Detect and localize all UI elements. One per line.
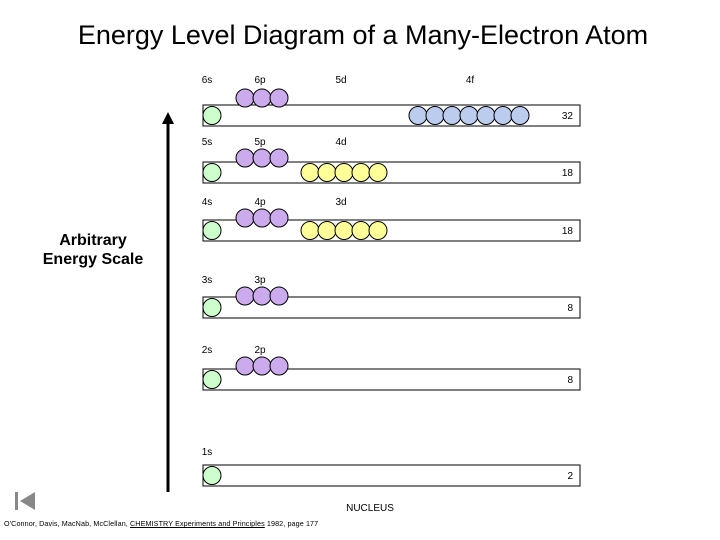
orbital-4f-5 — [477, 107, 495, 125]
orbital-2p-2 — [253, 357, 271, 375]
orbital-4d-4 — [352, 164, 370, 182]
citation — [4, 519, 318, 528]
subshell-label-4p: 4p — [254, 197, 266, 208]
shell-3 — [202, 275, 580, 318]
orbital-5p-3 — [270, 149, 288, 167]
subshell-label-3d: 3d — [335, 197, 347, 208]
orbital-3s-1 — [203, 299, 221, 317]
orbital-4f-6 — [494, 107, 512, 125]
shell-5 — [202, 137, 580, 183]
back-to-start-button[interactable] — [14, 490, 36, 512]
shell-4 — [202, 197, 580, 241]
orbital-4f-7 — [511, 107, 529, 125]
shells-layer — [202, 75, 580, 486]
orbital-1s-1 — [203, 467, 221, 485]
subshell-label-6s: 6s — [201, 75, 213, 86]
orbital-5s-1 — [203, 164, 221, 182]
shell-1-level-box — [203, 465, 580, 486]
shell-5-capacity: 18 — [561, 168, 573, 179]
orbital-2p-3 — [270, 357, 288, 375]
orbital-6p-2 — [253, 89, 271, 107]
subshell-label-5p: 5p — [254, 137, 266, 148]
shell-3-capacity: 8 — [567, 303, 573, 314]
orbital-3p-3 — [270, 287, 288, 305]
orbital-4f-2 — [426, 107, 444, 125]
subshell-label-2s: 2s — [201, 345, 213, 356]
orbital-6p-1 — [236, 89, 254, 107]
nucleus-label: NUCLEUS — [346, 503, 394, 514]
orbital-4p-3 — [270, 209, 288, 227]
subshell-label-4f: 4f — [465, 75, 475, 86]
subshell-label-2p: 2p — [254, 345, 266, 356]
subshell-label-4s: 4s — [201, 197, 213, 208]
orbital-4d-5 — [369, 164, 387, 182]
subshell-label-4d: 4d — [335, 137, 347, 148]
subshell-label-6p: 6p — [254, 75, 266, 86]
diagram-title: Energy Level Diagram of a Many-Electron Atom — [77, 20, 649, 50]
orbital-4f-4 — [460, 107, 478, 125]
shell-4-capacity: 18 — [561, 226, 573, 237]
orbital-4f-3 — [443, 107, 461, 125]
orbital-4d-1 — [301, 164, 319, 182]
orbital-4p-1 — [236, 209, 254, 227]
shell-1 — [202, 447, 580, 486]
orbital-3p-2 — [253, 287, 271, 305]
orbital-2s-1 — [203, 371, 221, 389]
energy-scale-label-line2: Energy Scale — [42, 251, 144, 268]
skip-back-icon — [14, 490, 36, 512]
subshell-label-3p: 3p — [254, 275, 266, 286]
shell-1-capacity: 2 — [567, 471, 573, 482]
orbital-4d-3 — [335, 164, 353, 182]
shell-6 — [202, 75, 580, 126]
citation-prefix: O'Connor, Davis, MacNab, McClellan, — [4, 519, 131, 528]
subshell-label-1s: 1s — [201, 447, 213, 458]
orbital-4s-1 — [203, 222, 221, 240]
orbital-2p-1 — [236, 357, 254, 375]
subshell-label-5d: 5d — [335, 75, 347, 86]
orbital-3d-3 — [335, 222, 353, 240]
orbital-3d-4 — [352, 222, 370, 240]
orbital-5p-2 — [253, 149, 271, 167]
orbital-3d-2 — [318, 222, 336, 240]
citation-book-title: CHEMISTRY Experiments and Principles — [130, 519, 265, 528]
orbital-3d-5 — [369, 222, 387, 240]
shell-2-capacity: 8 — [567, 375, 573, 386]
energy-axis-arrowhead — [162, 112, 174, 124]
citation-suffix: 1982, page 177 — [264, 519, 319, 528]
shell-6-capacity: 32 — [561, 111, 573, 122]
orbital-3d-1 — [301, 222, 319, 240]
orbital-4f-1 — [409, 107, 427, 125]
energy-scale-label-line1: Arbitrary — [59, 232, 127, 249]
orbital-5p-1 — [236, 149, 254, 167]
orbital-6s-1 — [203, 107, 221, 125]
shell-2 — [202, 345, 580, 390]
orbital-3p-1 — [236, 287, 254, 305]
orbital-4p-2 — [253, 209, 271, 227]
subshell-label-3s: 3s — [201, 275, 213, 286]
orbital-4d-2 — [318, 164, 336, 182]
subshell-label-5s: 5s — [201, 137, 213, 148]
orbital-6p-3 — [270, 89, 288, 107]
